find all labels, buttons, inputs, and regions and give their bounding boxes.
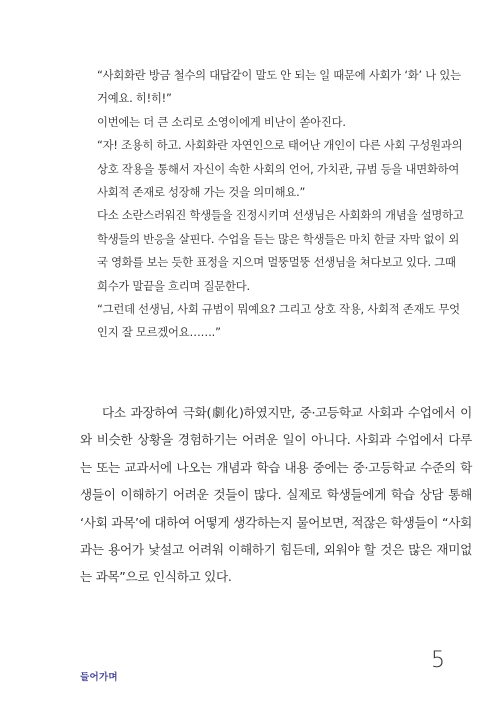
essay-section [80, 399, 472, 591]
dialogue-paragraph-4: 다소 소란스러워진 학생들을 진정시키며 선생님은 사회화의 개념을 설명하고 학생들의 반응을 살핀다. 수업을 듣는 많은 학생들은 마치 한글 자막 없이 외국 영화를 보는 듯한 표정을 지으며 멀뚱멀뚱 선생님을 쳐다보고 있다. 그때 희수가 말끝을 흐리며 질문한다. [97, 209, 464, 293]
dialogue-paragraph-5: “그런데 선생님, 사회 규범이 뭐예요? 그리고 상호 작용, 사회적 존재도 무엇인지 잘 모르겠어요…….” [97, 303, 460, 340]
section-label: 들어가며 [80, 672, 118, 683]
dialogue-paragraph-2: 이번에는 더 큰 소리로 소영이에게 비난이 쏟아진다. [97, 115, 346, 129]
dialogue-paragraph-3: “자! 조용히 하고. 사회화란 자연인으로 태어난 개인이 다른 사회 구성원과의 상호 작용을 통해서 자신이 속한 사회의 언어, 가치관, 규범 등을 내면화하여 사회적 존재로 성장해 가는 것을 의미해요.” [97, 139, 463, 200]
dialogue-paragraph-1: “사회화란 방금 철수의 대답같이 말도 안 되는 일 때문에 사회가 ‘화’ 나 있는 거예요. 히!히!” [97, 69, 461, 106]
page-number: 5 [431, 648, 445, 673]
essay-paragraph: 다소 과장하여 극화(劇化)하였지만, 중·고등학교 사회과 수업에서 이와 비슷한 상황을 경험하기는 어려운 일이 아니다. 사회과 수업에서 다루는 또는 교과서에 나오는 개념과 학습 내용 중에는 중·고등학교 수준의 학생들이 이해하기 어려운 것들이 많다. 실제로 학생들에게 학습 상담 통해 ‘사회 과목’에 대하여 어떻게 생각하는지 물어보면, 적잖은 학생들이 “사회과는 용어가 낯설고 어려워 이해하기 힘든데, 외워야 할 것은 많은 재미없는 과목”으로 인식하고 있다. [80, 405, 472, 585]
dialogue-section [97, 64, 467, 345]
